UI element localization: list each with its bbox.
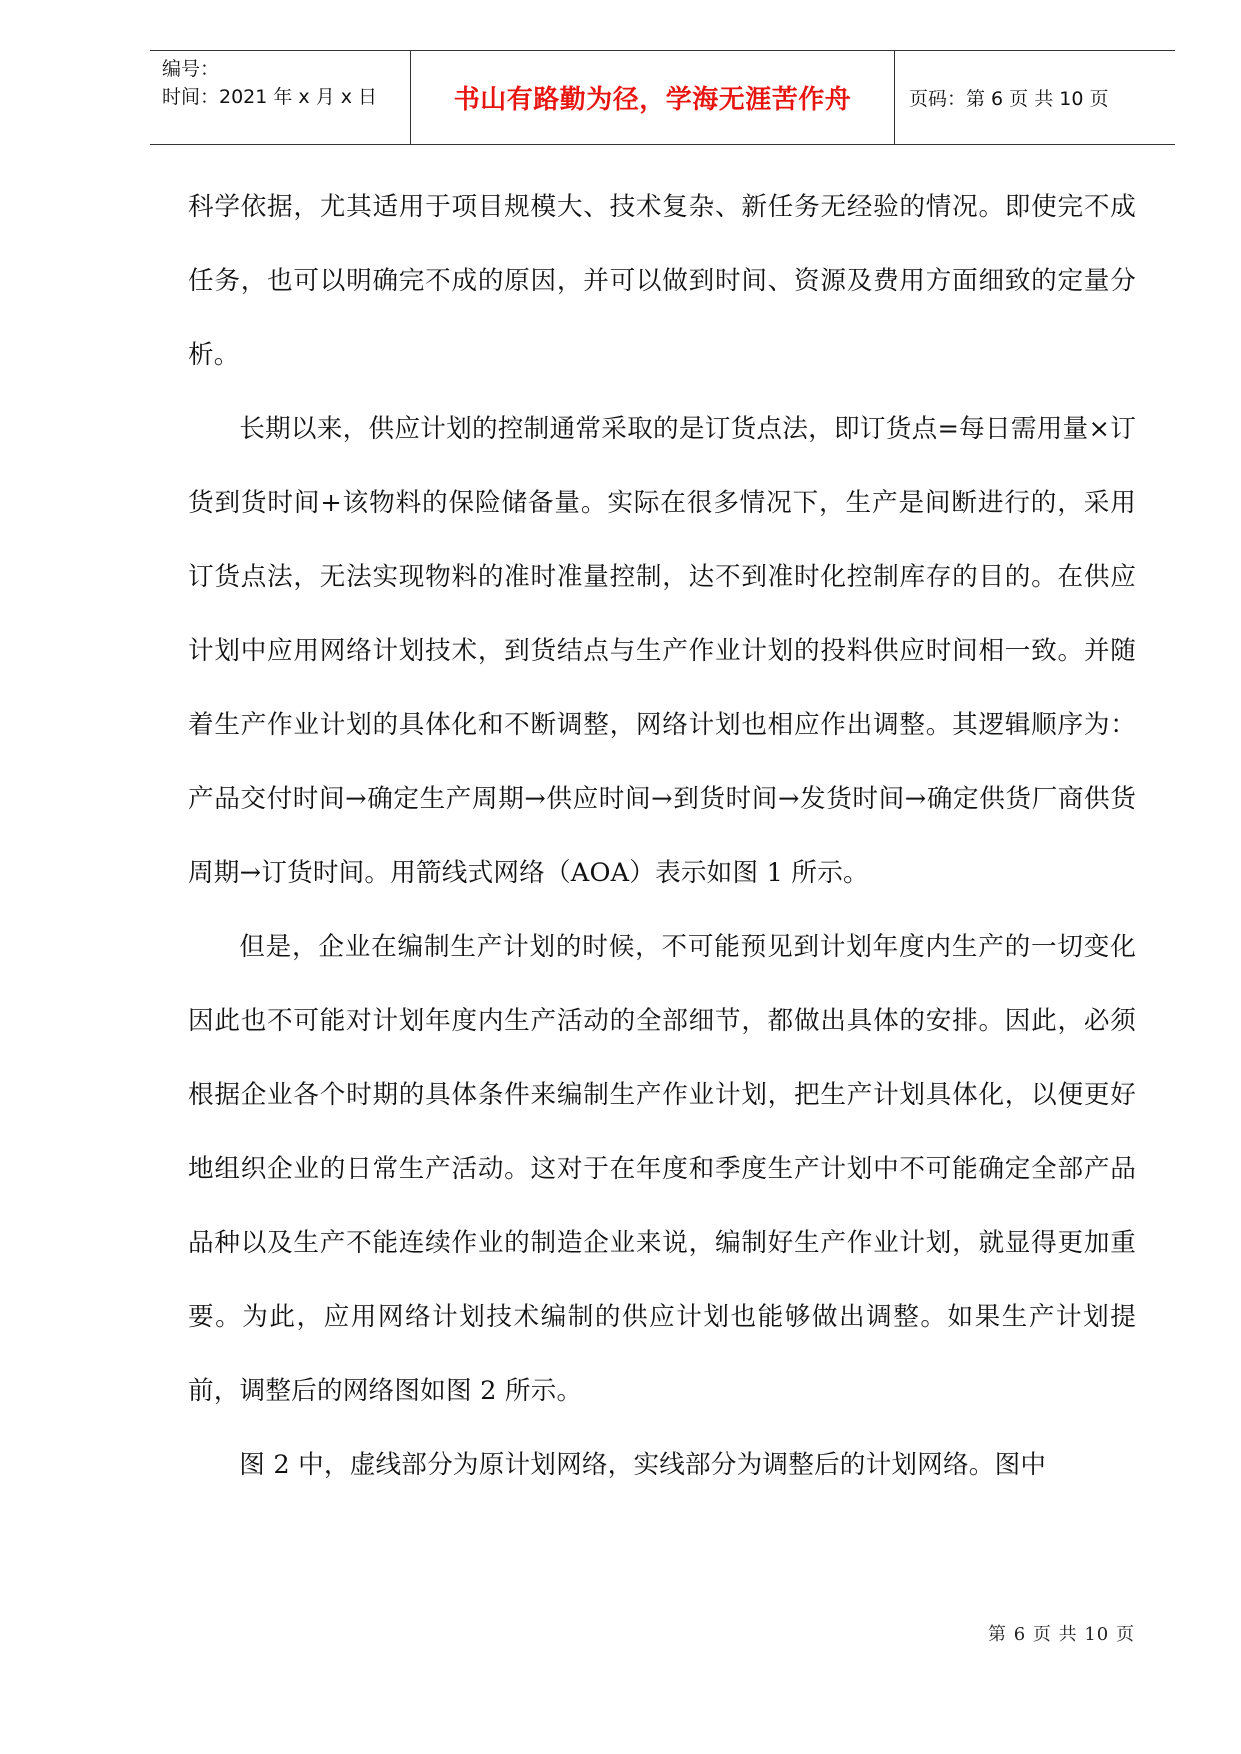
paragraph: 图 2 中，虚线部分为原计划网络，实线部分为调整后的计划网络。图中 [239,1450,1047,1480]
paragraph: 但是，企业在编制生产计划的时候，不可能预见到计划年度内生产的一切变化因此也不可能对计划年度内生产活动的全部细节，都做出具体的安排。因此，必须根据企业各个时期的具体条件来编制生产作业计划，把生产计划具体化，以便更好地组织企业的日常生产活动。这对于在年度和季度生产计划中不可能确定全部产品品种以及生产不能连续作业的制造企业来说，编制好生产作业计划，就显得更加重要。为此，应用网络计划技术编制的供应计划也能够做出调整。如果生产计划提前，调整后的网络图如图 2 所示。 [188,932,1136,1406]
header-page-label: 页码：第 6 页 共 10 页 [909,88,1109,110]
header-motto: 书山有路勤为径，学海无涯苦作舟 [410,51,895,144]
page-header [150,50,1175,145]
header-meta [150,51,410,144]
header-time-label: 时间：2021 年 x 月 x 日 [162,86,378,108]
paragraph: 长期以来，供应计划的控制通常采取的是订货点法，即订货点=每日需用量×订货到货时间+该物料的保险储备量。实际在很多情况下，生产是间断进行的，采用订货点法，无法实现物料的准时准量控制，达不到准时化控制库存的目的。在供应计划中应用网络计划技术，到货结点与生产作业计划的投料供应时间相一致。并随着生产作业计划的具体化和不断调整，网络计划也相应作出调整。其逻辑顺序为：产品交付时间→确定生产周期→供应时间→到货时间→发货时间→确定供货厂商供货周期→订货时间。用箭线式网络（AOA）表示如图 1 所示。 [188,414,1136,888]
paragraph: 科学依据，尤其适用于项目规模大、技术复杂、新任务无经验的情况。即使完不成任务，也可以明确完不成的原因，并可以做到时间、资源及费用方面细致的定量分析。 [188,192,1136,370]
header-number-label: 编号： [162,58,220,80]
body-text [188,170,1136,1502]
page-footer: 第 6 页 共 10 页 [988,1624,1135,1645]
